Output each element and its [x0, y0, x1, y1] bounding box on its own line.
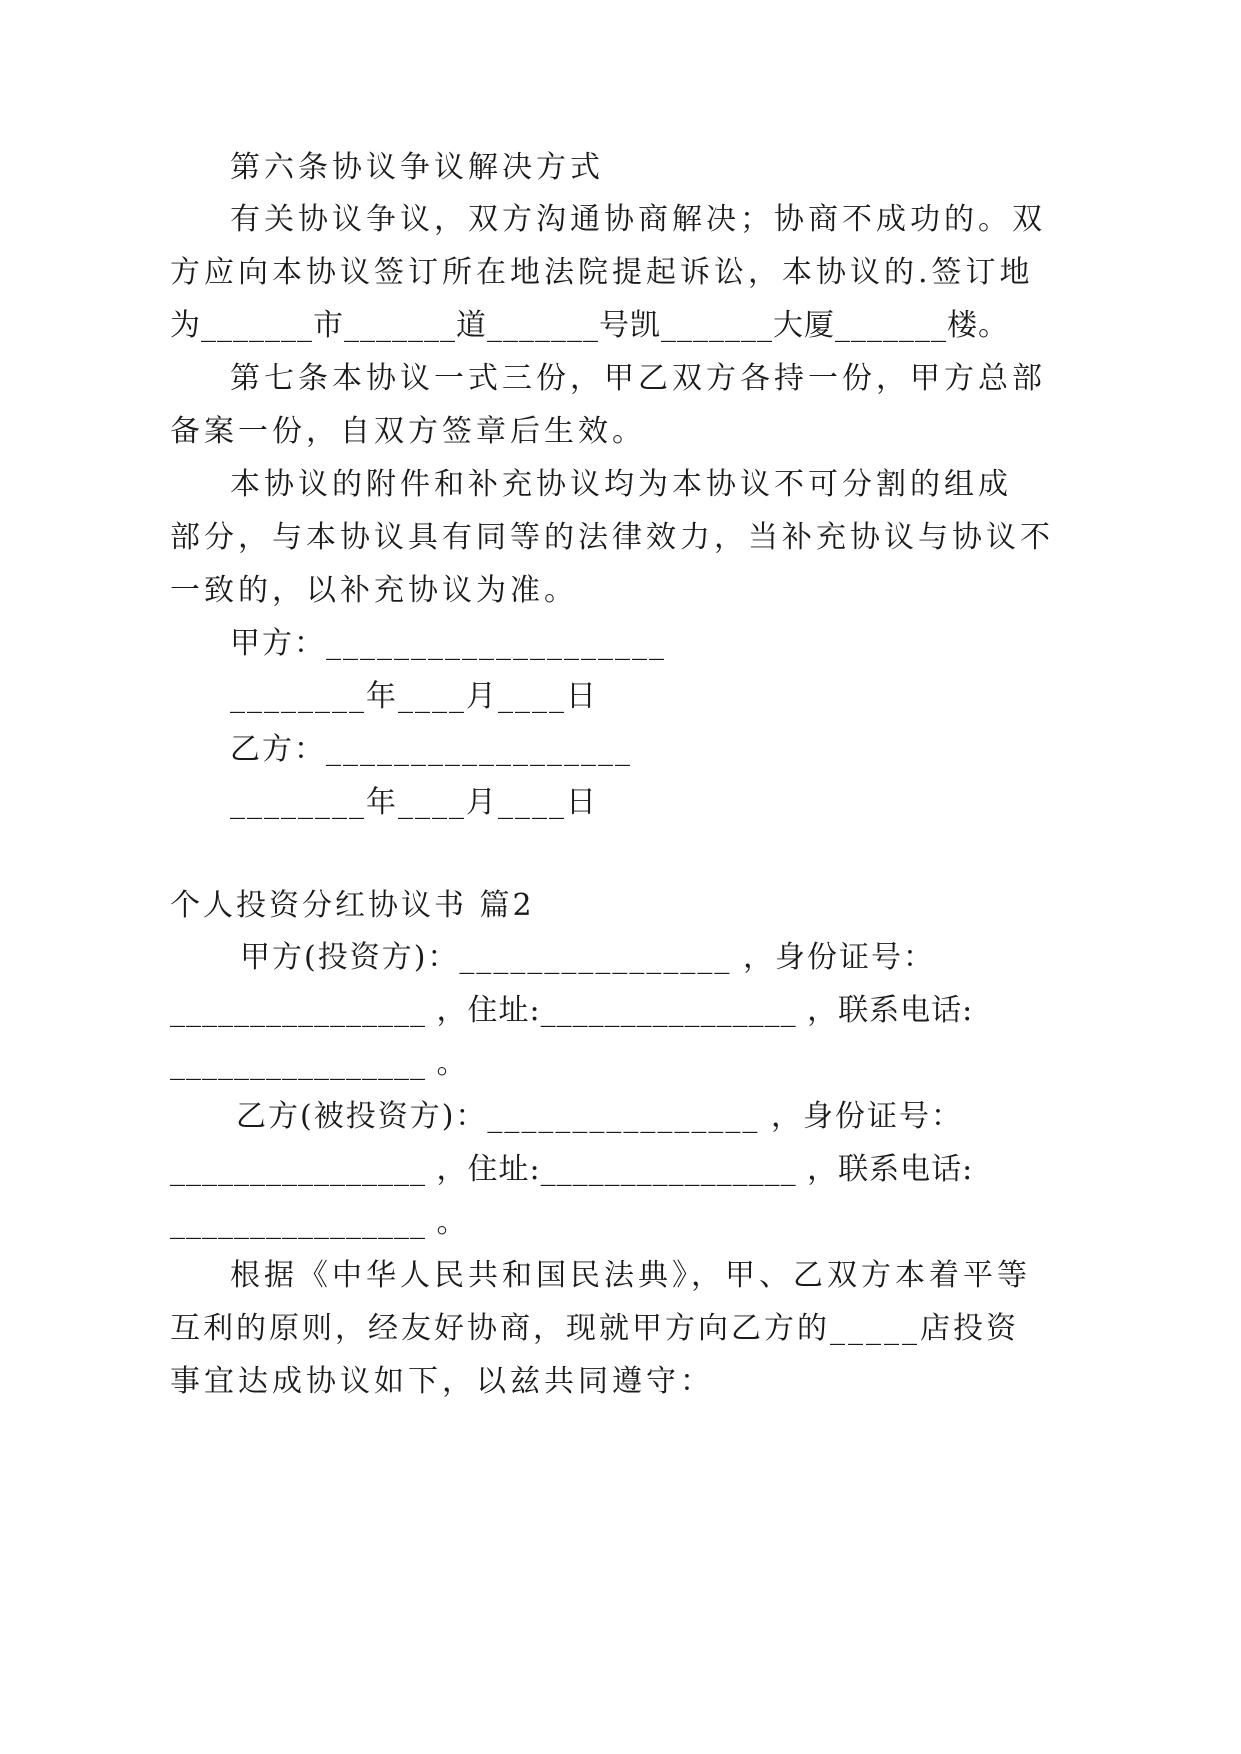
party-b-info-line-2: ________________ ，住址:________________ ，联系电话:: [170, 1152, 974, 1187]
party-b-signature-line: 乙方：__________________: [230, 732, 632, 767]
attachment-clause-line-3: 一致的，以补充协议为准。: [170, 573, 578, 608]
party-b-info-line-3: ________________ 。: [170, 1205, 468, 1240]
party-a-info-line-1: 甲方(投资方)：________________ ，身份证号：: [240, 940, 935, 975]
party-a-signature-line: 甲方：____________________: [230, 626, 666, 661]
preamble-line-2: 互利的原则，经友好协商，现就甲方向乙方的_____店投资: [170, 1311, 1019, 1346]
preamble-line-3: 事宜达成协议如下，以兹共同遵守：: [170, 1364, 714, 1399]
article-6-heading: 第六条协议争议解决方式: [230, 150, 604, 185]
attachment-clause-line-2: 部分，与本协议具有同等的法律效力，当补充协议与协议不: [170, 520, 1054, 555]
party-b-date-line: ________年____月____日: [230, 785, 598, 820]
article-6-body-line-3: 为_______市_______道_______号凯_______大厦_______楼。: [170, 308, 1009, 343]
party-a-info-line-3: ________________ 。: [170, 1046, 468, 1081]
article-6-body-line-2: 方应向本协议签订所在地法院提起诉讼，本协议的.签订地: [170, 255, 1034, 290]
article-7-line-1: 第七条本协议一式三份，甲乙双方各持一份，甲方总部: [230, 361, 1046, 396]
article-7-line-2: 备案一份，自双方签章后生效。: [170, 414, 646, 449]
attachment-clause-line-1: 本协议的附件和补充协议均为本协议不可分割的组成: [230, 467, 1012, 502]
party-a-date-line: ________年____月____日: [230, 679, 598, 714]
preamble-line-1: 根据《中华人民共和国民法典》，甲、乙双方本着平等: [230, 1258, 1031, 1293]
article-6-body-line-1: 有关协议争议，双方沟通协商解决；协商不成功的。双: [230, 202, 1046, 237]
section-title: 个人投资分红协议书 篇2: [170, 888, 535, 923]
party-b-info-line-1: 乙方(被投资方)：________________ ，身份证号：: [236, 1099, 963, 1134]
party-a-info-line-2: ________________ ，住址:________________ ，联系电话:: [170, 993, 974, 1028]
